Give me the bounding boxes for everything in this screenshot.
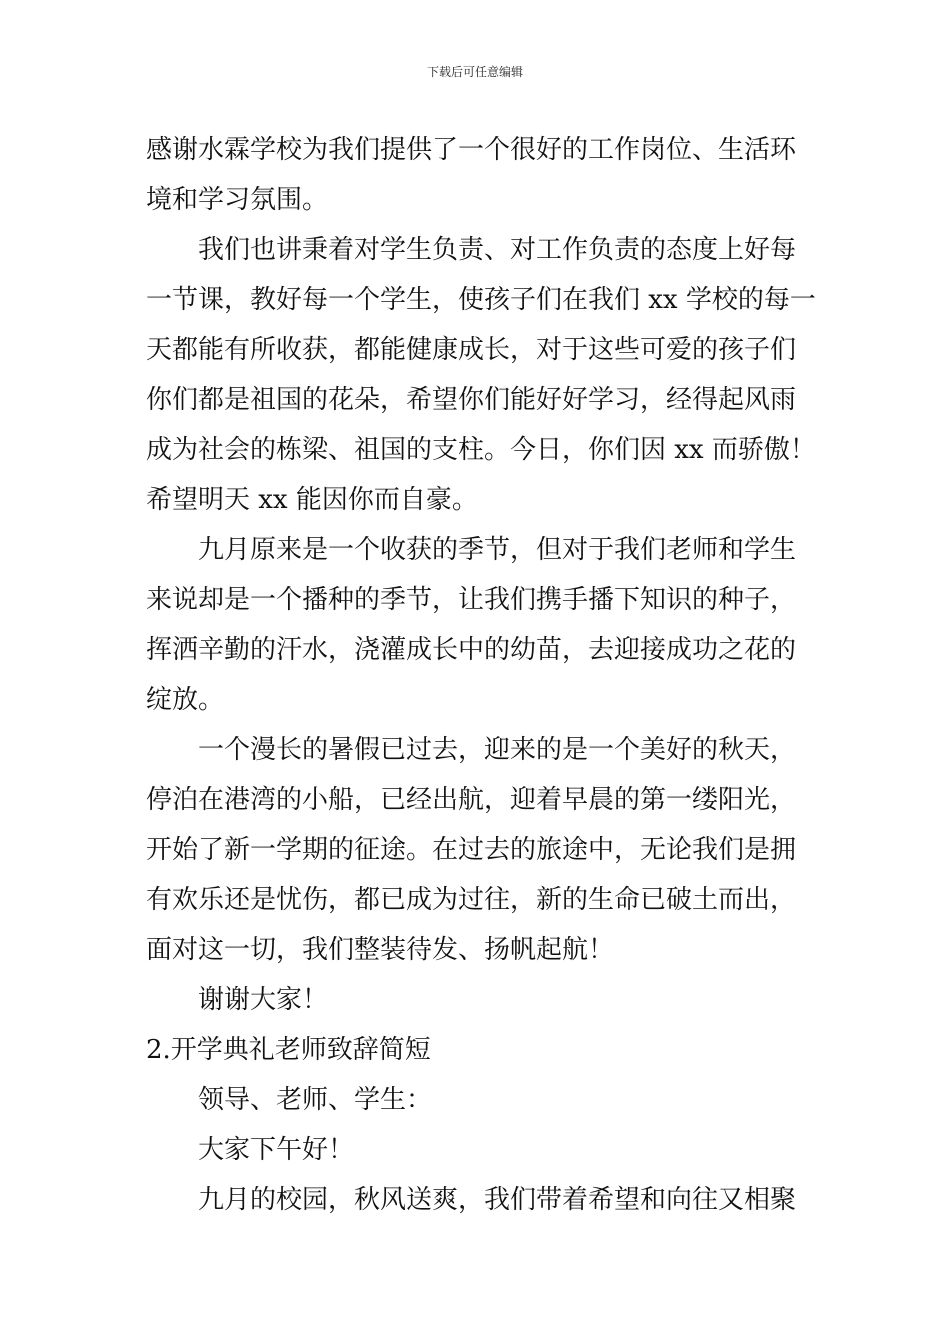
text-line: 挥洒辛勤的汗水，浇灌成长中的幼苗，去迎接成功之花的 xyxy=(146,635,797,665)
text-line: 开始了新一学期的征途。在过去的旅途中，无论我们是拥 xyxy=(146,835,797,865)
text-line: 停泊在港湾的小船，已经出航，迎着早晨的第一缕阳光， xyxy=(146,785,797,815)
text-line: 感谢水霖学校为我们提供了一个很好的工作岗位、生活环 xyxy=(146,135,797,165)
text-line: 一个漫长的暑假已过去，迎来的是一个美好的秋天， xyxy=(198,735,797,765)
text-line: 九月原来是一个收获的季节，但对于我们老师和学生 xyxy=(198,535,797,565)
text-line: 成为社会的栋梁、祖国的支柱。今日，你们因 xx 而骄傲！ xyxy=(146,435,816,465)
text-line: 我们也讲秉着对学生负责、对工作负责的态度上好每 xyxy=(198,235,797,265)
text-line: 一节课，教好每一个学生，使孩子们在我们 xx 学校的每一 xyxy=(146,285,816,315)
text-line: 来说却是一个播种的季节，让我们携手播下知识的种子， xyxy=(146,585,797,615)
section-heading: 2.开学典礼老师致辞简短 xyxy=(146,1035,431,1065)
text-line: 你们都是祖国的花朵，希望你们能好好学习，经得起风雨 xyxy=(146,385,797,415)
text-line: 面对这一切，我们整装待发、扬帆起航！ xyxy=(146,935,615,965)
text-line: 九月的校园，秋风送爽，我们带着希望和向往又相聚 xyxy=(198,1185,797,1215)
text-line: 领导、老师、学生： xyxy=(198,1085,433,1115)
text-line: 绽放。 xyxy=(146,685,225,715)
text-line: 境和学习氛围。 xyxy=(146,185,329,215)
text-line: 谢谢大家！ xyxy=(198,985,329,1015)
text-line: 有欢乐还是忧伤，都已成为过往，新的生命已破土而出， xyxy=(146,885,797,915)
text-line: 大家下午好！ xyxy=(198,1135,355,1165)
page-header: 下载后可任意编辑 xyxy=(426,65,523,79)
text-line: 天都能有所收获，都能健康成长，对于这些可爱的孩子们 xyxy=(146,335,797,365)
text-line: 希望明天 xx 能因你而自豪。 xyxy=(146,485,478,515)
